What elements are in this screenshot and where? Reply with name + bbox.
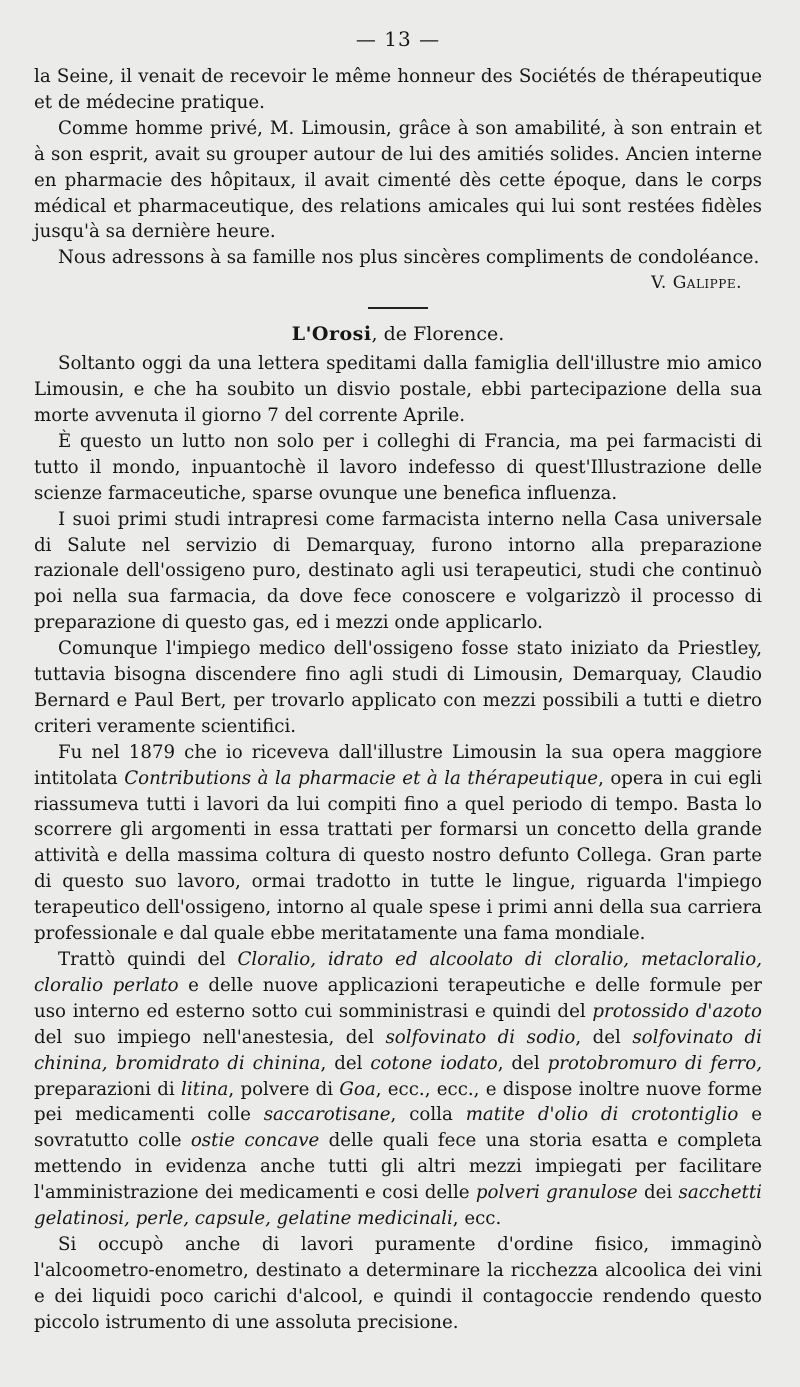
italic-text: solfovinato di chinina, bromidrato di chinina bbox=[34, 1026, 762, 1074]
italic-text: matite d'olio di crotontiglio bbox=[465, 1104, 739, 1126]
article-author: L'Orosi bbox=[291, 323, 372, 346]
text-run: e sovratutto colle bbox=[34, 1104, 763, 1152]
italic-text: ostie concave bbox=[190, 1130, 320, 1152]
italic-text: solfovinato di sodio bbox=[385, 1026, 576, 1048]
text-run: delle quali fece una storia esatta e completa mettendo in evidenza anche tutti gli altri mezzi impiegati per facilitare l'amministrazione dei medicamenti e cosi delle bbox=[34, 1130, 763, 1204]
italic-text: protobromuro di ferro, bbox=[547, 1052, 762, 1074]
paragraph bbox=[34, 947, 762, 1232]
italic-text: Contributions à la pharmacie et à la thérapeutique bbox=[124, 767, 599, 789]
paragraph bbox=[34, 507, 762, 637]
text-run: Comunque l'impiego medico dell'ossigeno fosse stato iniziato da Priestley, tuttavia bisogna discendere fino agli studi di Limousin, Demarquay, Claudio Bernard e Paul Bert, per trovarlo applicato con mezzi possibili a tutti e dietro criteri veramente scientifici. bbox=[34, 638, 762, 737]
text-run: dei bbox=[637, 1182, 679, 1204]
paragraph bbox=[34, 351, 762, 429]
text-run: Fu nel 1879 che io riceveva dall'illustre Limousin la sua opera maggiore intitolata bbox=[34, 741, 762, 789]
italic-text: Goa bbox=[339, 1078, 376, 1100]
italic-text: Cloralio, idrato ed alcoolato di cloralio, metacloralio, cloralio perlato bbox=[34, 949, 762, 996]
text-run: , del bbox=[497, 1052, 548, 1074]
text-run: , colla bbox=[390, 1104, 466, 1126]
italic-text: litina bbox=[181, 1078, 229, 1100]
paragraph bbox=[34, 740, 762, 947]
italic-text: polveri granulose bbox=[475, 1182, 638, 1204]
text-run: , ecc., ecc., e dispose inoltre nuove forme pei medicamenti colle bbox=[34, 1078, 763, 1126]
text-run: È questo un lutto non solo per i colleghi di Francia, ma pei farmacisti di tutto il mondo, inpuantochè il lavoro indefesso di quest'Illustrazione delle scienze farmaceutiche, sparse ovunque une benefica influenza. bbox=[34, 430, 762, 504]
signature: V. Galippe. bbox=[651, 273, 742, 294]
paragraph bbox=[34, 636, 762, 740]
section-divider bbox=[368, 307, 428, 309]
text-run: , opera in cui egli riassumeva tutti i lavori da lui compiti fino a quel periodo di tempo. Basta lo scorrere gli argomenti in essa trattati per formarsi un concetto della grande attività e della massima coltura di questo nostro defunto Collega. Gran parte di questo suo lavoro, ormai tradotto in tutte le lingue, riguarda l'impiego terapeutico dell'ossigeno, intorno al quale spese i primi anni della sua carriera professionale e dal quale ebbe meritatamente una fama mondiale. bbox=[34, 767, 762, 945]
text-run: , ecc. bbox=[452, 1208, 502, 1230]
paragraph bbox=[34, 429, 762, 507]
text-run: Si occupò anche di lavori puramente d'ordine fisico, immaginò l'alcoometro-enometro, destinato a determinare la ricchezza alcoolica dei vini e dei liquidi poco carichi d'alcool, e quindi il contagoccie rendendo questo piccolo istrumento di une assoluta precisione. bbox=[34, 1233, 762, 1333]
page-number: — 13 — bbox=[355, 27, 441, 51]
text-run: Trattò quindi del bbox=[58, 949, 238, 970]
text-run: preparazioni di bbox=[34, 1078, 182, 1100]
paragraph bbox=[34, 1232, 762, 1336]
paragraph: Nous adressons à sa famille nos plus sincères compliments de condoléance. bbox=[58, 247, 760, 269]
italic-text: sacchetti gelatinosi, perle, capsule, gelatine medicinali bbox=[34, 1182, 762, 1230]
text-run: del suo impiego nell'anestesia, del bbox=[34, 1026, 386, 1048]
article-body bbox=[34, 351, 762, 1335]
italic-text: saccarotisane bbox=[263, 1104, 391, 1126]
article-heading bbox=[34, 321, 762, 347]
text-run: , polvere di bbox=[228, 1078, 340, 1100]
article-location: , de Florence. bbox=[371, 323, 505, 346]
paragraph: Comme homme privé, M. Limousin, grâce à son amabilité, à son entrain et à son esprit, avait su grouper autour de lui des amitiés solides. Ancien interne en pharmacie des hôpitaux, il avait cimenté dès cette époque, dans le corps médical et pharmaceutique, des relations amicales qui lui sont restées fidèles jusqu'à sa dernière heure. bbox=[34, 117, 762, 243]
italic-text: cotone iodato bbox=[370, 1052, 498, 1074]
text-run: Soltanto oggi da una lettera speditami dalla famiglia dell'illustre mio amico Limousin, e che ha soubito un disvio postale, ebbi partecipazione della sua morte avvenuta il giorno 7 del corrente Aprile. bbox=[34, 353, 762, 426]
text-run: e delle nuove applicazioni terapeutiche e delle formule per uso interno ed esterno sotto cui somministrasi e quindi del bbox=[34, 974, 762, 1022]
text-run: I suoi primi studi intrapresi come farmacista interno nella Casa universale di Salute nel servizio di Demarquay, furono intorno alla preparazione razionale dell'ossigeno puro, destinato agli usi terapeutici, studi che continuò poi nella sua farmacia, da dove fece conoscere e volgarizzò il processo di preparazione di questo gas, ed i mezzi onde applicarlo. bbox=[34, 508, 762, 634]
italic-text: protossido d'azoto bbox=[592, 1000, 762, 1022]
text-run: , del bbox=[575, 1026, 633, 1048]
text-run: , del bbox=[320, 1052, 371, 1074]
paragraph: la Seine, il venait de recevoir le même honneur des Sociétés de thérapeutique et de médecine pratique. bbox=[34, 66, 762, 113]
